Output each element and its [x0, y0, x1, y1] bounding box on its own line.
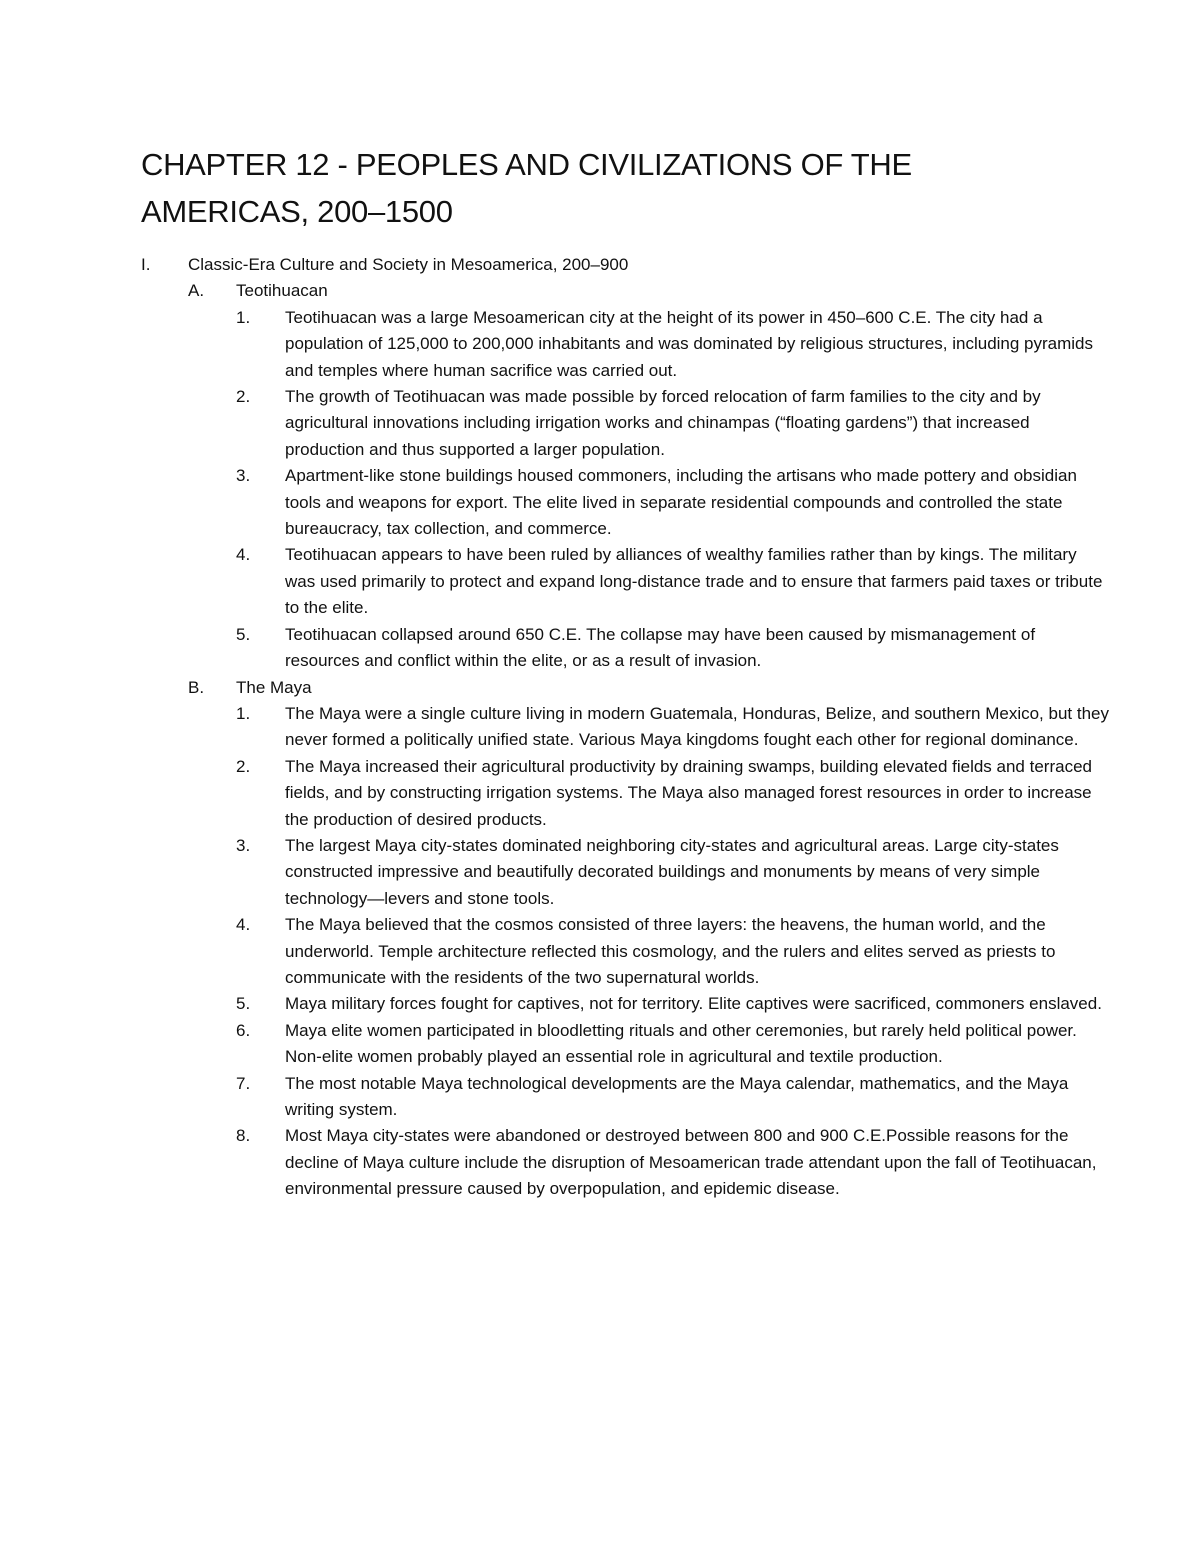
item-number: 8.	[236, 1126, 251, 1146]
item-text: The Maya were a single culture living in modern Guatemala, Honduras, Belize, and southern Mexico, but they never formed a politically unified state. Various Maya kingdoms fought each other for regional dominance.	[285, 703, 1109, 750]
item-number: 4.	[236, 545, 251, 565]
list-item	[141, 991, 1111, 1017]
item-text: Maya military forces fought for captives, not for territory. Elite captives were sacrificed, commoners enslaved.	[285, 994, 1102, 1014]
list-item	[141, 1123, 1111, 1202]
list-item	[141, 463, 1111, 542]
item-text: The Maya believed that the cosmos consisted of three layers: the heavens, the human world, and the underworld. Temple architecture reflected this cosmology, and the rulers and elites served as priests to communicate with the residents of the two supernatural worlds.	[285, 915, 1056, 987]
item-text: The growth of Teotihuacan was made possible by forced relocation of farm families to the city and by agricultural innovations including irrigation works and chinampas (“floating gardens”) that increased production and thus supported a larger population.	[285, 387, 1041, 459]
item-text: The most notable Maya technological developments are the Maya calendar, mathematics, and the Maya writing system.	[285, 1073, 1069, 1119]
item-number: 4.	[236, 915, 251, 935]
subsection-marker: A.	[188, 281, 205, 301]
item-number: 5.	[236, 994, 251, 1014]
item-text: Apartment-like stone buildings housed commoners, including the artisans who made pottery and obsidian tools and weapons for export. The elite lived in separate residential compounds and controlled the state bureaucracy, tax collection, and commerce.	[285, 466, 1077, 539]
item-text: The Maya increased their agricultural productivity by draining swamps, building elevated fields and terraced fields, and by constructing irrigation systems. The Maya also managed forest resources in order to increase the production of desired products.	[285, 756, 1092, 829]
item-text: Maya elite women participated in bloodletting rituals and other ceremonies, but rarely held political power. Non-elite women probably played an essential role in agricultural and textile production.	[285, 1020, 1077, 1067]
subsection-heading	[141, 278, 1111, 304]
item-text: The largest Maya city-states dominated neighboring city-states and agricultural areas. Large city-states constructed impressive and beautifully decorated buildings and monuments by means of very simple technology—levers and stone tools.	[285, 835, 1059, 908]
item-text: Most Maya city-states were abandoned or destroyed between 800 and 900 C.E.Possible reasons for the decline of Maya culture include the disruption of Mesoamerican trade attendant upon the fall of Teotihuacan, environmental pressure caused by overpopulation, and epidemic disease.	[285, 1126, 1097, 1199]
list-item	[141, 754, 1111, 833]
item-number: 2.	[236, 756, 251, 776]
list-item	[141, 305, 1111, 384]
list-item	[141, 622, 1111, 675]
item-number: 1.	[236, 307, 251, 327]
section-marker: I.	[141, 255, 151, 274]
item-text: Teotihuacan collapsed around 650 C.E. The collapse may have been caused by mismanagement of resources and conflict within the elite, or as a result of invasion.	[285, 624, 1036, 671]
outline	[141, 252, 1111, 1203]
item-number: 2.	[236, 387, 251, 407]
section-title: Classic-Era Culture and Society in Mesoamerica, 200–900	[188, 255, 629, 274]
list-item	[141, 912, 1111, 991]
subsection-title: The Maya	[236, 677, 312, 697]
list-item	[141, 701, 1111, 754]
subsection-marker: B.	[188, 677, 205, 697]
item-number: 6.	[236, 1020, 251, 1040]
item-number: 3.	[236, 466, 251, 486]
list-item	[141, 384, 1111, 463]
item-text: Teotihuacan was a large Mesoamerican city at the height of its power in 450–600 C.E. The city had a population of 125,000 to 200,000 inhabitants and was dominated by religious structures, including pyramids and temples where human sacrifice was carried out.	[285, 307, 1094, 380]
item-number: 3.	[236, 835, 251, 855]
item-number: 7.	[236, 1073, 251, 1093]
list-item	[141, 1071, 1111, 1124]
item-text: Teotihuacan appears to have been ruled by alliances of wealthy families rather than by kings. The military was used primarily to protect and expand long-distance trade and to ensure that farmers paid taxes or tribute to the elite.	[285, 545, 1103, 618]
chapter-title: CHAPTER 12 - PEOPLES AND CIVILIZATIONS OF THE AMERICAS, 200–1500	[141, 147, 912, 229]
item-number: 1.	[236, 703, 251, 723]
list-item	[141, 1018, 1111, 1071]
subsection-heading	[141, 675, 1111, 701]
list-item	[141, 542, 1111, 621]
subsection-title: Teotihuacan	[236, 281, 328, 301]
section-heading	[141, 252, 1111, 278]
item-number: 5.	[236, 624, 251, 644]
list-item	[141, 833, 1111, 912]
